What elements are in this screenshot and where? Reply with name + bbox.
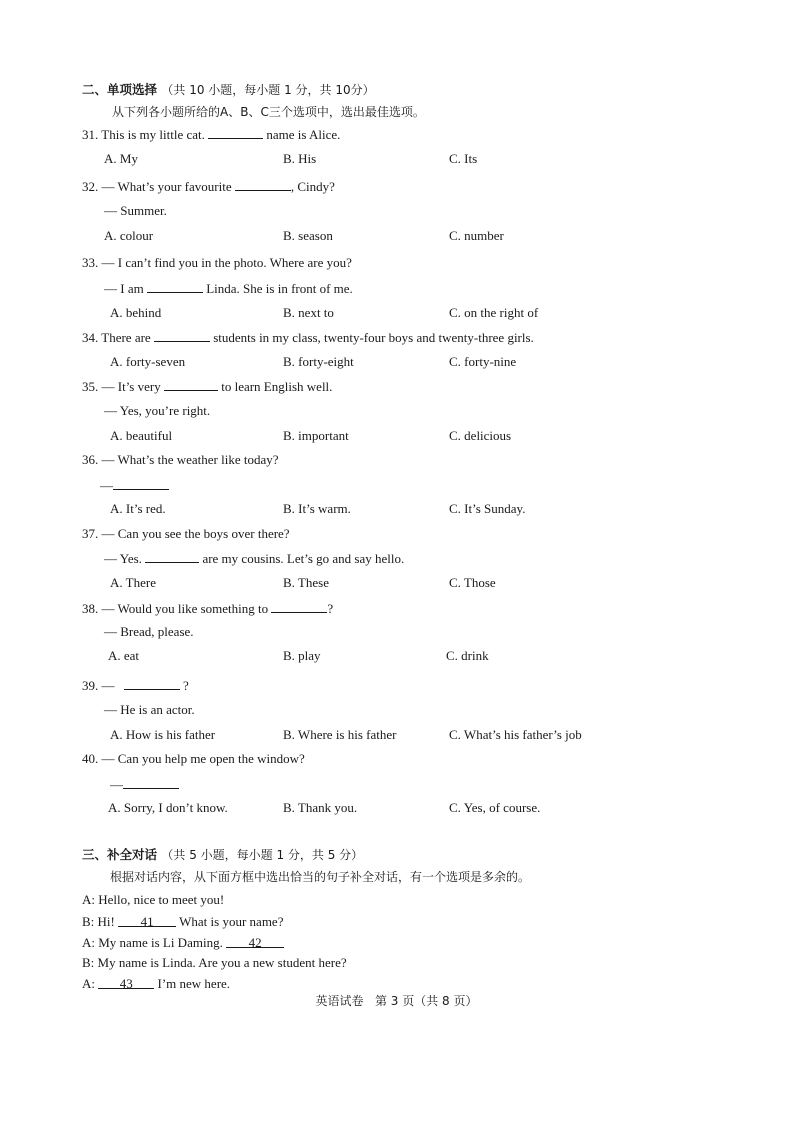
dialogue-line xyxy=(82,892,224,908)
dialogue-line xyxy=(82,955,347,971)
option-b: B. Where is his father xyxy=(283,727,397,742)
answer-line xyxy=(100,477,169,494)
option-b: B. play xyxy=(283,648,321,663)
option-c: C. Those xyxy=(449,575,496,590)
dash: — xyxy=(110,777,123,792)
answer-blank xyxy=(147,280,203,293)
section-title: 二、单项选择 xyxy=(82,82,158,97)
option-a: A. colour xyxy=(104,228,154,243)
question-answer-line: — He is an actor. xyxy=(104,702,195,717)
option-a: A. Sorry, I don’t know. xyxy=(108,800,228,815)
question-stem-pre: — Yes. xyxy=(104,551,142,566)
question-number: 40. xyxy=(82,751,99,766)
dialogue-line xyxy=(82,914,283,930)
option-b: B. Thank you. xyxy=(283,800,358,815)
option-b: B. season xyxy=(283,228,333,243)
question-stem-post: Linda. She is in front of me. xyxy=(206,281,353,296)
option-b: B. These xyxy=(283,575,329,590)
question-stem-post: students in my class, twenty-four boys and twenty-three girls. xyxy=(213,330,534,345)
dash: — xyxy=(100,478,113,493)
question-stem-pre: — xyxy=(101,678,115,693)
dialogue-text-post: What is your name? xyxy=(179,914,284,929)
question-number: 38. xyxy=(82,601,99,616)
option-c: C. delicious xyxy=(449,428,512,443)
answer-blank xyxy=(123,776,179,789)
option-c: C. on the right of xyxy=(449,305,539,320)
option-a: A. behind xyxy=(110,305,162,320)
question-stem-pre: — Would you like something to xyxy=(101,601,269,616)
page-footer: 英语试卷 第 3 页（共 8 页） xyxy=(315,994,478,1008)
section-title: 三、补全对话 xyxy=(82,847,158,862)
question-number: 33. xyxy=(82,255,99,270)
option-a: A. It’s red. xyxy=(110,501,166,516)
answer-blank xyxy=(145,550,199,563)
question-number: 34. xyxy=(82,330,99,345)
question-stem-line: — What’s the weather like today? xyxy=(101,452,279,467)
question-stem-line: — Can you see the boys over there? xyxy=(101,526,290,541)
question-stem-pre: This is my little cat. xyxy=(101,127,205,142)
question-number: 36. xyxy=(82,452,99,467)
dialogue-text-post: I’m new here. xyxy=(157,976,231,991)
option-c: C. What’s his father’s job xyxy=(449,727,582,742)
question-34 xyxy=(82,329,534,346)
option-c: C. drink xyxy=(446,648,489,663)
answer-blank: 41 xyxy=(118,914,176,927)
question-stem-line2 xyxy=(104,550,404,567)
question-stem-pre: — What’s your favourite xyxy=(101,179,232,194)
question-stem-post: ? xyxy=(183,678,189,693)
question-38 xyxy=(82,600,333,617)
option-a: A. beautiful xyxy=(110,428,173,443)
answer-blank xyxy=(124,677,180,690)
answer-blank xyxy=(164,378,218,391)
question-stem-post: ? xyxy=(327,601,334,616)
question-40 xyxy=(82,751,305,767)
option-a: A. My xyxy=(104,151,138,166)
answer-blank xyxy=(113,477,169,490)
option-b: B. next to xyxy=(283,305,334,320)
answer-blank xyxy=(235,178,291,191)
option-c: C. It’s Sunday. xyxy=(449,501,526,516)
dialogue-text: A: xyxy=(82,976,95,991)
option-b: B. forty-eight xyxy=(283,354,354,369)
option-c: C. number xyxy=(449,228,504,243)
question-stem-post: are my cousins. Let’s go and say hello. xyxy=(202,551,405,566)
question-36 xyxy=(82,452,279,468)
answer-blank xyxy=(154,329,210,342)
question-number: 32. xyxy=(82,179,99,194)
answer-blank: 43 xyxy=(98,976,154,989)
section-instruction: 根据对话内容，从下面方框中选出恰当的句子补全对话，有一个选项是多余的。 xyxy=(110,870,531,884)
option-c: C. Yes, of course. xyxy=(449,800,541,815)
dialogue-text: B: My name is Linda. Are you a new student here? xyxy=(82,955,347,970)
dialogue-text: B: Hi! xyxy=(82,914,115,929)
answer-blank: 42 xyxy=(226,935,284,948)
question-33 xyxy=(82,255,352,271)
dialogue-text: A: My name is Li Daming. xyxy=(82,935,223,950)
answer-line xyxy=(110,776,179,793)
answer-blank xyxy=(271,600,327,613)
dialogue-line xyxy=(82,976,230,992)
question-number: 35. xyxy=(82,379,99,394)
question-stem-post: to learn English well. xyxy=(221,379,333,394)
option-b: B. important xyxy=(283,428,349,443)
question-35 xyxy=(82,378,332,395)
option-c: C. forty-nine xyxy=(449,354,517,369)
question-stem-post: name is Alice. xyxy=(266,127,341,142)
section-heading xyxy=(82,82,375,98)
answer-blank xyxy=(208,126,263,139)
option-c: C. Its xyxy=(449,151,478,166)
section-note: （共 5 小题，每小题 1 分，共 5 分） xyxy=(161,848,364,862)
question-stem-line: — I can’t find you in the photo. Where are you? xyxy=(101,255,352,270)
question-stem-line2 xyxy=(104,280,353,297)
option-a: A. How is his father xyxy=(110,727,216,742)
question-stem-pre: There are xyxy=(101,330,151,345)
section-instruction: 从下列各小题所给的A、B、C三个选项中，选出最佳选项。 xyxy=(112,105,425,119)
option-b: B. It’s warm. xyxy=(283,501,351,516)
section-heading xyxy=(82,847,363,863)
question-32 xyxy=(82,178,335,195)
dialogue-line xyxy=(82,935,284,951)
question-stem-pre: — I am xyxy=(104,281,144,296)
question-31 xyxy=(82,126,340,143)
option-a: A. eat xyxy=(108,648,140,663)
section-note: （共 10 小题，每小题 1 分，共 10分） xyxy=(161,83,375,97)
question-number: 31. xyxy=(82,127,99,142)
question-answer-line: — Yes, you’re right. xyxy=(104,403,211,418)
question-37 xyxy=(82,526,290,542)
question-39 xyxy=(82,677,189,694)
question-stem-pre: — It’s very xyxy=(101,379,161,394)
question-answer-line: — Bread, please. xyxy=(104,624,194,639)
question-answer-line: — Summer. xyxy=(104,203,167,218)
question-stem-post: , Cindy? xyxy=(290,179,335,194)
dialogue-text: A: Hello, nice to meet you! xyxy=(82,892,225,907)
question-stem-line: — Can you help me open the window? xyxy=(101,751,305,766)
option-a: A. There xyxy=(110,575,156,590)
option-b: B. His xyxy=(283,151,317,166)
question-number: 39. xyxy=(82,678,99,693)
option-a: A. forty-seven xyxy=(110,354,186,369)
question-number: 37. xyxy=(82,526,99,541)
